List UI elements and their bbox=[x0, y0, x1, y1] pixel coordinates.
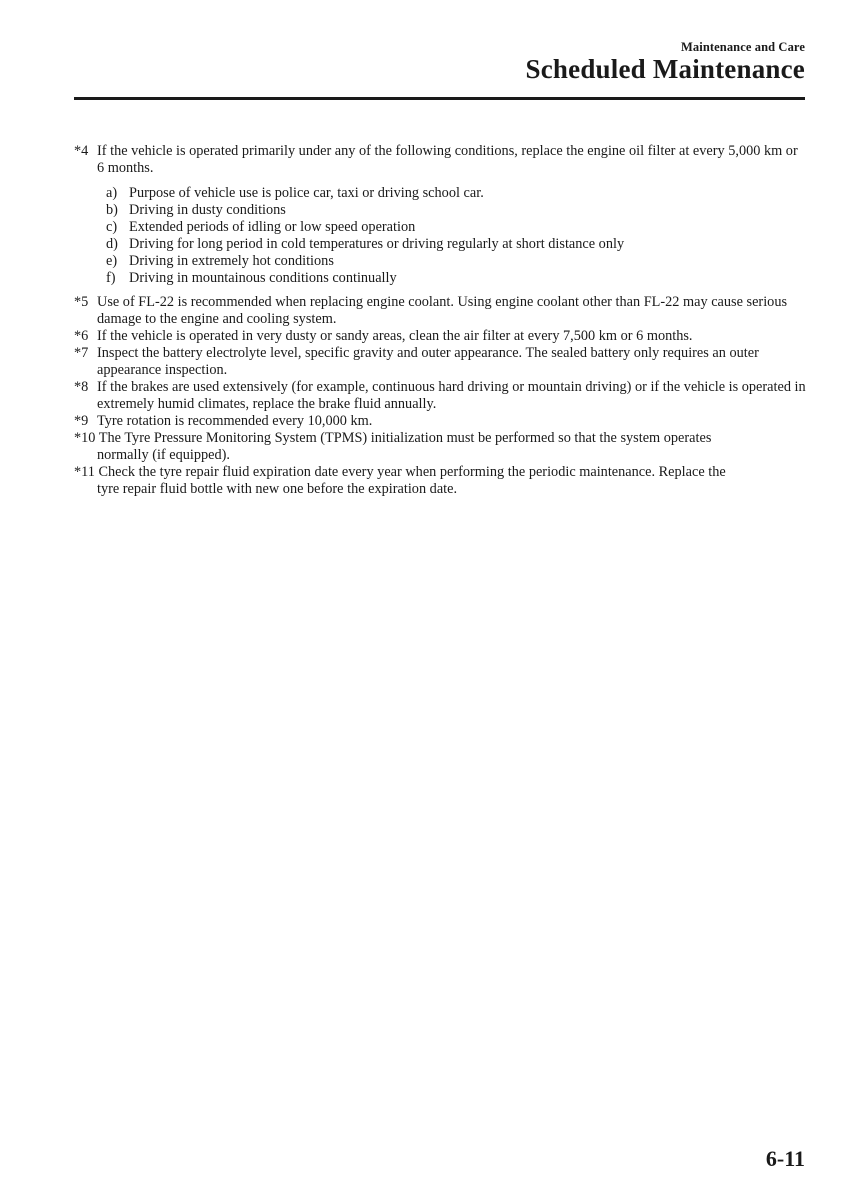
list-item-marker: b) bbox=[106, 202, 118, 218]
footnotes bbox=[74, 143, 806, 498]
note-marker: *9 bbox=[74, 413, 89, 429]
list-item bbox=[106, 270, 806, 287]
list-item bbox=[106, 185, 806, 202]
list-item-marker: c) bbox=[106, 219, 118, 235]
list-item-marker: e) bbox=[106, 253, 118, 269]
list-item-marker: a) bbox=[106, 185, 118, 201]
list-item bbox=[106, 253, 806, 270]
note-marker: *6 bbox=[74, 328, 89, 344]
note-text: Use of FL-22 is recommended when replacing engine coolant. Using engine coolant other than FL-22 may cause serious damage to the engine and cooling system. bbox=[97, 294, 788, 327]
note-marker: *11 bbox=[74, 464, 95, 480]
list-item bbox=[106, 219, 806, 236]
note-marker: *10 bbox=[74, 430, 96, 446]
header-section-label: Maintenance and Care bbox=[681, 40, 805, 54]
note-7 bbox=[74, 345, 806, 379]
note-9 bbox=[74, 413, 806, 430]
list-item bbox=[106, 236, 806, 253]
note-5 bbox=[74, 294, 806, 328]
list-item-marker: d) bbox=[106, 236, 118, 252]
note-marker: *8 bbox=[74, 379, 89, 395]
note-text-continuation: normally (if equipped). bbox=[97, 447, 231, 463]
note-text: If the vehicle is operated in very dusty or sandy areas, clean the air filter at every 7,500 km or 6 months. bbox=[97, 328, 693, 344]
note-text: If the vehicle is operated primarily under any of the following conditions, replace the engine oil filter at every 5,000 km or 6 months. bbox=[97, 143, 798, 176]
note-11 bbox=[74, 464, 806, 498]
note-10 bbox=[74, 430, 806, 464]
list-item-text: Driving in dusty conditions bbox=[129, 202, 286, 218]
condition-list bbox=[106, 185, 806, 287]
page-title: Scheduled Maintenance bbox=[525, 54, 805, 84]
note-text-first-line: The Tyre Pressure Monitoring System (TPMS) initialization must be performed so that the system operates bbox=[98, 430, 712, 446]
list-item-text: Driving for long period in cold temperatures or driving regularly at short distance only bbox=[129, 236, 625, 252]
list-item-text: Extended periods of idling or low speed operation bbox=[129, 219, 416, 235]
header-divider bbox=[74, 97, 805, 100]
note-text-continuation: tyre repair fluid bottle with new one before the expiration date. bbox=[97, 481, 458, 497]
note-text: Tyre rotation is recommended every 10,000 km. bbox=[97, 413, 373, 429]
note-text: Inspect the battery electrolyte level, specific gravity and outer appearance. The sealed battery only requires an outer appearance inspection. bbox=[97, 345, 759, 378]
list-item-text: Driving in mountainous conditions continually bbox=[129, 270, 397, 286]
note-text: If the brakes are used extensively (for example, continuous hard driving or mountain driving) or if the vehicle is operated in extremely humid climates, replace the brake fluid annually. bbox=[97, 379, 806, 412]
note-marker: *4 bbox=[74, 143, 89, 159]
note-marker: *5 bbox=[74, 294, 89, 310]
note-4 bbox=[74, 143, 806, 287]
note-6 bbox=[74, 328, 806, 345]
note-text-first-line: Check the tyre repair fluid expiration date every year when performing the periodic maintenance. Replace the bbox=[98, 464, 726, 480]
list-item-text: Purpose of vehicle use is police car, taxi or driving school car. bbox=[129, 185, 484, 201]
page-number: 6-11 bbox=[765, 1146, 805, 1171]
list-item-marker: f) bbox=[106, 270, 116, 286]
list-item-text: Driving in extremely hot conditions bbox=[129, 253, 334, 269]
list-item bbox=[106, 202, 806, 219]
note-marker: *7 bbox=[74, 345, 89, 361]
note-8 bbox=[74, 379, 806, 413]
